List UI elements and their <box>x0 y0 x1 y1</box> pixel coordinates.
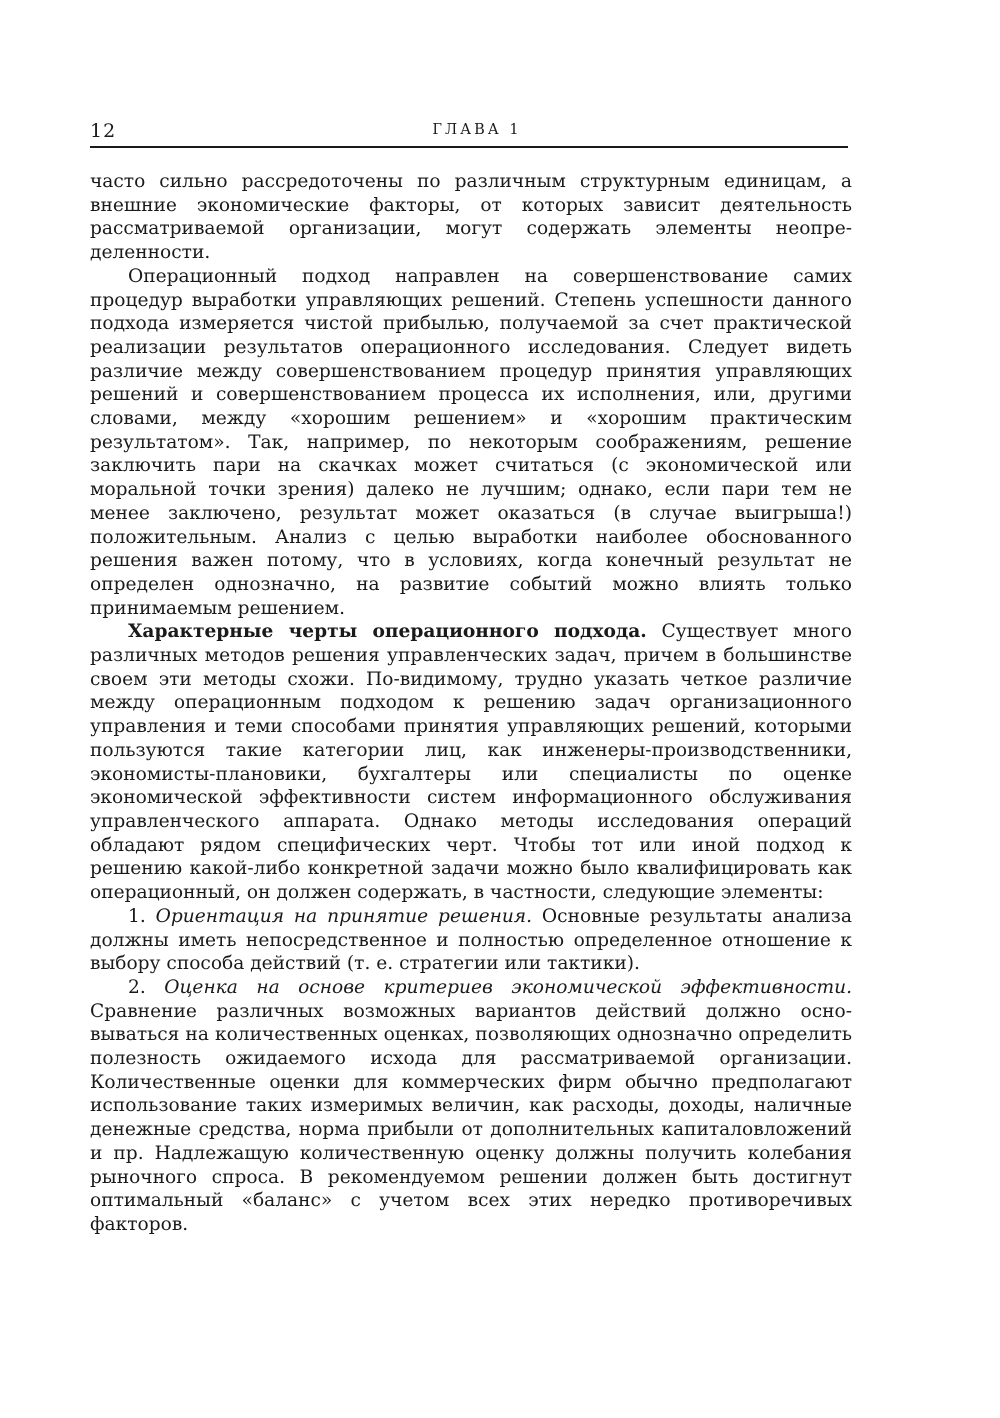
page-number: 12 <box>90 120 117 142</box>
page-header <box>90 118 848 148</box>
paragraph-text: Основные результаты анализа должны иметь непосредственное и полностью определенное отношение к выбору способа действий (т. е. стратегии или тактики). <box>90 905 853 975</box>
paragraph-text: Операционный подход направлен на совершенствование самих процедур выработки управляющих решений. Степень успешности данного подхода измеряется чистой прибылью, получаемой за счет практической реализации результатов операционного исследования. Следует видеть различие между совершенствованием процедур принятия управляющих решений и совершенствованием процесса их исполнения, или, другими словами, между «хорошим решением» и «хорошим практическим результатом». Так, например, по некоторым соображениям, решение заключить пари на скачках может считаться (с экономической или моральной точки зрения) далеко не лучшим; однако, если пари тем не менее заключено, результат может оказаться (в случае выигрыша!) положительным. Анализ с целью выработки наиболее обоснованного решения важен потому, что в условиях, когда конечный результат не определен однозначно, на развитие событий можно влиять только принимаемым решением. <box>90 265 852 619</box>
list-number: 1. <box>128 905 146 927</box>
paragraph-continuation <box>90 170 852 265</box>
paragraph-characteristic-features <box>90 620 852 904</box>
list-item-decision-orientation <box>90 905 852 976</box>
list-item-title: Оценка на основе критериев экономической эффективности. <box>164 976 852 998</box>
body-text <box>90 170 852 1237</box>
paragraph-text: часто сильно рассредоточены по различным структурным единицам, а внешние экономические факторы, от которых зависит деятельность рассматриваемой организации, могут содержать элементы неопределенности. <box>90 171 852 264</box>
list-item-title: Ориентация на принятие решения. <box>155 905 533 927</box>
paragraph-text: Сравнение различных возможных вариантов действий должно основываться на количественных оценках, позволяющих однозначно определить полезность ожидаемого исхода для рассматриваемой организации. Количественные оценки для коммерческих фирм обычно предполагают использование таких измеримых величин, как расходы, доходы, наличные денежные средства, норма прибыли от дополнительных капиталовложений и пр. Надлежащую количественную оценку должны получить колебания рыночного спроса. В рекомендуемом решении должен быть достигнут оптимальный «баланс» с учетом всех этих нередко противоречивых факторов. <box>90 1000 852 1235</box>
list-number: 2. <box>128 976 146 998</box>
paragraph-text: Существует много различных методов решения управленческих задач, причем в большинстве своем эти методы схожи. По-видимому, трудно указать четкое различие между операционным подходом к решению задач организационного управления и теми способами принятия управляющих решений, которыми пользуются такие категории лиц, как инженеры-производственники, экономисты-плановики, бухгалтеры или специалисты по оценке экономической эффективности систем информационного обслуживания управленческого аппарата. Однако методы исследования операций обладают рядом специфических черт. Чтобы тот или иной подход к решению какой-либо конкретной задачи можно было квалифицировать как операционный, он должен содержать, в частности, следующие элементы: <box>90 621 852 904</box>
run-in-heading: Характерные черты операционного подхода. <box>128 621 647 643</box>
paragraph-operational-approach <box>90 265 852 621</box>
list-item-efficiency-criteria <box>90 976 852 1237</box>
running-head: ГЛАВА 1 <box>432 122 522 138</box>
